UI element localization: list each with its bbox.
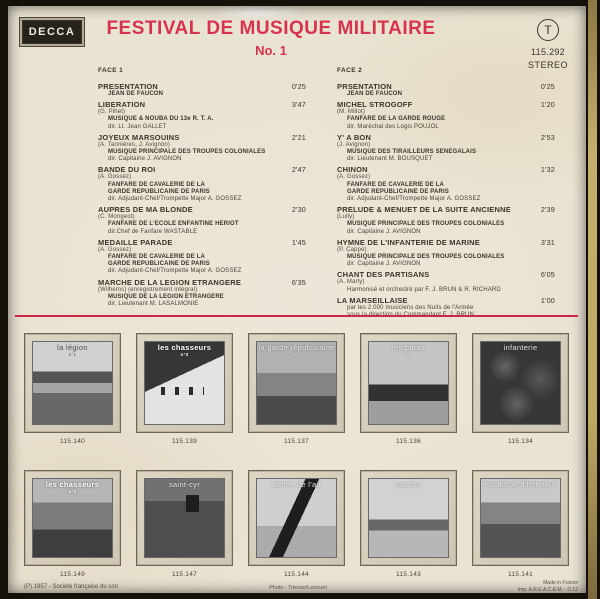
- track-detail-line: FANFARE DE CAVALERIE DE LA: [108, 181, 206, 188]
- thumbnail-catalog: 115.134: [507, 438, 534, 445]
- track-time: 2'53: [540, 132, 555, 142]
- thumbnail-catalog: 115.144: [283, 571, 310, 578]
- track-title: MEDAILLE PARADE: [98, 237, 173, 247]
- track-title: LA MARSEILLAISE: [337, 295, 408, 305]
- track-title: CHANT DES PARTISANS: [337, 270, 430, 280]
- track-detail-line: FANFARE DE CAVALERIE DE LA: [108, 254, 206, 261]
- track-detail-line: (M. Millot): [337, 109, 365, 116]
- track-detail-lines: [337, 247, 555, 269]
- face1-column: [98, 67, 306, 310]
- track-title: AUPRES DE MA BLONDE: [98, 205, 193, 215]
- track-detail-line: dir. Lieutenant M. LASALMONIE: [108, 301, 199, 308]
- track-detail-lines: [98, 109, 306, 131]
- track-time: 2'39: [540, 205, 555, 215]
- thumbnail-number: n°1: [292, 352, 301, 357]
- track-detail-line: dir. Maréchal des Logis POUJOL: [347, 123, 439, 130]
- album-title: FESTIVAL DE MUSIQUE MILITAIRE: [106, 18, 436, 39]
- thumbnail-frame: [360, 470, 457, 566]
- catalog-number: 115.292: [531, 47, 565, 57]
- track-detail-line: (A. Gossez): [98, 174, 132, 181]
- track-detail-line: dir. Adjudant-Chef/Trompette Major A. GOSSEZ: [347, 196, 481, 203]
- track-item: [337, 205, 555, 236]
- thumbnail-photo: [480, 341, 561, 425]
- thumbnail-photo: [144, 341, 225, 425]
- track-time: 2'21: [291, 132, 306, 142]
- catalog-block: [522, 19, 574, 70]
- track-detail-line: MUSIQUE PRINCIPALE DES TROUPES COLONIALES: [347, 221, 505, 228]
- track-time: 1'45: [291, 237, 306, 247]
- thumbnail-frame: [248, 333, 345, 433]
- track-detail-line: (A. Gossez): [337, 174, 371, 181]
- thumbnail-title-text: saint-cyr: [168, 480, 201, 489]
- sleeve-paper-edge: [588, 0, 597, 599]
- face2-column: [337, 67, 555, 321]
- thumbnail-number: n°1: [68, 352, 77, 357]
- footer-printer-line: Imp. A.R.E.A.C.E.M. - D.12: [517, 586, 578, 593]
- track-time: 0'25: [540, 82, 555, 91]
- thumbnail-title-text: infanterie: [503, 343, 538, 352]
- thumbnail-title: [33, 344, 112, 357]
- thumbnail-title: [257, 481, 336, 489]
- thumbnail-title: [481, 344, 560, 352]
- track-title: HYMNE DE L'INFANTERIE DE MARINE: [337, 237, 480, 247]
- thumbnail-title-text: armée de l'air: [271, 480, 322, 489]
- thumbnail-title: [257, 344, 336, 357]
- track-detail-lines: [337, 109, 555, 131]
- track-detail-line: (P. Cappe): [337, 246, 367, 253]
- footer-photo-credit: Photo : Triesse/Lezouet: [269, 585, 327, 591]
- thumbnail: [360, 333, 457, 445]
- track-detail-lines: [337, 174, 555, 203]
- thumbnail-photo: [256, 341, 337, 425]
- track-title: BANDE DU ROI: [98, 165, 156, 175]
- track-detail-line: dir. Capitaine J. AVIGNON: [108, 156, 182, 163]
- thumbnail-title: [369, 481, 448, 489]
- track-detail-line: dir. Adjudant-Chef/Trompette Major A. GOSSEZ: [108, 268, 242, 275]
- circled-t-icon: T: [537, 19, 559, 41]
- thumbnail-catalog: 115.137: [283, 438, 310, 445]
- thumbnail-photo: [368, 341, 449, 425]
- track-detail-line: GARDE REPUBLICAINE DE PARIS: [108, 261, 210, 268]
- thumbnail: [136, 333, 233, 445]
- thumbnail-photo: [256, 478, 337, 558]
- track-detail-line: dir.Chef de Fanfare WASTABLE: [108, 228, 198, 235]
- track-detail-line: MUSIQUE PRINCIPALE DES TROUPES COLONIALES: [108, 149, 266, 156]
- track-detail-lines: [98, 174, 306, 203]
- track-title: LIBERATION: [98, 100, 146, 110]
- thumbnail-number: n°2: [404, 352, 413, 357]
- track-detail-line: dir. Capitaine J. AVIGNON: [347, 261, 421, 268]
- track-detail-lines: [337, 214, 555, 236]
- track-list-face2: [337, 82, 555, 319]
- face1-label: FACE 1: [98, 67, 124, 74]
- decca-logo: [22, 20, 82, 44]
- track-detail-line: (A. Gossez): [98, 246, 132, 253]
- thumbnail-catalog: 115.140: [59, 438, 86, 445]
- thumbnail-photo: [32, 341, 113, 425]
- thumbnail-photo: [144, 478, 225, 558]
- thumbnail-frame: [24, 470, 121, 566]
- footer-copyright: (P) 1957 - Société française du son: [24, 584, 119, 590]
- track-title: CHINON: [337, 165, 368, 175]
- track-detail-line: (A. Marly): [337, 279, 365, 286]
- track-item: [98, 100, 306, 131]
- thumbnail-catalog: 115.149: [59, 571, 86, 578]
- track-detail-line: FANFARE DE L'ECOLE ENFANTINE HERIOT: [108, 221, 239, 228]
- track-time: 2'30: [291, 205, 306, 215]
- thumbnail-title-text: la légion: [57, 343, 88, 352]
- track-detail-line: GARDE REPUBLICAINE DE PARIS: [347, 188, 449, 195]
- track-detail-line: FANFARE DE CAVALERIE DE LA: [347, 181, 445, 188]
- track-detail-lines: [337, 91, 555, 98]
- thumbnail: [472, 333, 569, 445]
- thumbnail: [248, 333, 345, 445]
- red-divider-rule: [15, 315, 578, 317]
- thumbnail-title: [145, 481, 224, 489]
- track-detail-line: MUSIQUE PRINCIPALE DES TROUPES COLONIALES: [347, 254, 505, 261]
- track-detail-line: (A. Tannières, J. Avignon): [98, 141, 171, 148]
- track-detail-line: dir. Capitaine J. AVIGNON: [347, 228, 421, 235]
- thumbnail-title: [481, 481, 560, 489]
- track-detail-line: MUSIQUE DE LA LEGION ETRANGERE: [108, 293, 224, 300]
- track-item: [337, 165, 555, 203]
- decca-logo-text: DECCA: [28, 26, 76, 38]
- track-detail-lines: [337, 305, 555, 319]
- track-detail-lines: [98, 142, 306, 164]
- thumbnail-title: [369, 344, 448, 357]
- track-detail-lines: [98, 287, 306, 309]
- track-item: [98, 165, 306, 203]
- track-detail-lines: [337, 142, 555, 164]
- track-item: [337, 238, 555, 269]
- track-time: 1'00: [540, 295, 555, 305]
- track-list-face1: [98, 82, 306, 308]
- track-time: 1'32: [540, 165, 555, 175]
- thumbnail: [248, 470, 345, 578]
- stereo-label: STEREO: [527, 60, 568, 70]
- track-item: [337, 133, 555, 164]
- track-time: 3'31: [540, 237, 555, 247]
- track-detail-line: (C. Mongeot): [98, 214, 135, 221]
- thumbnail-photo: [480, 478, 561, 558]
- thumbnail-frame: [248, 470, 345, 566]
- track-detail-line: par les 2.000 musiciens des Nuits de l'Armée: [347, 304, 474, 311]
- thumbnail-catalog: 115.136: [395, 438, 422, 445]
- thumbnail-photo: [368, 478, 449, 558]
- track-time: 3'47: [291, 100, 306, 110]
- thumbnail: [136, 470, 233, 578]
- track-time: 2'47: [291, 165, 306, 175]
- album-subtitle: No. 1: [255, 43, 287, 58]
- track-time: 1'20: [540, 100, 555, 110]
- thumbnail-title-text: les chasseurs: [157, 343, 212, 352]
- thumbnail-title-text: la garde républicaine: [258, 343, 335, 352]
- track-detail-line: dir. Lieutenant M. BOUSQUET: [347, 156, 433, 163]
- header-title-block: [96, 18, 446, 58]
- thumbnail-title: [33, 481, 112, 494]
- thumbnail: [24, 470, 121, 578]
- track-detail-line: FANFARE DE LA GARDE ROUGE: [347, 116, 446, 123]
- record-sleeve-back: [8, 6, 586, 593]
- face2-label: FACE 2: [337, 67, 363, 74]
- track-detail-line: JEAN DE FAUCON: [108, 91, 164, 97]
- track-detail-line: (Lully): [337, 214, 355, 221]
- track-item: [98, 278, 306, 309]
- thumbnail-frame: [472, 470, 569, 566]
- thumbnail-title-text: escadron d'honneur: [484, 480, 557, 489]
- footer-made-in: [438, 580, 578, 593]
- track-detail-line: (J. Avignon): [337, 141, 371, 148]
- thumbnail-frame: [360, 333, 457, 433]
- thumbnail-title: [145, 344, 224, 357]
- thumbnail-title-text: les paras: [391, 343, 426, 352]
- thumbnail-frame: [24, 333, 121, 433]
- track-detail-line: (G. Pihet): [98, 109, 126, 116]
- track-detail-lines: [337, 279, 555, 293]
- thumbnail: [472, 470, 569, 578]
- track-detail-line: dir. Adjudant-Chef/Trompette Major A. GOSSEZ: [108, 196, 242, 203]
- track-detail-lines: [98, 91, 306, 98]
- thumbnail: [24, 333, 121, 445]
- track-detail-line: Harmonisé et orchestré par F. J. BRUN & R. RICHARD: [347, 286, 501, 293]
- track-item: [98, 238, 306, 276]
- track-title: PRESENTATION: [98, 82, 159, 91]
- track-item: [98, 133, 306, 164]
- track-time: 6'05: [540, 270, 555, 280]
- track-title: MARCHE DE LA LEGION ETRANGERE: [98, 277, 242, 287]
- track-title: Y' A BON: [337, 132, 372, 142]
- thumbnail-catalog: 115.141: [507, 571, 534, 578]
- thumbnail-title-text: saumur: [395, 480, 422, 489]
- track-time: 0'25: [291, 82, 306, 91]
- track-detail-line: (Wilhems) (enregistrement intégral): [98, 286, 198, 293]
- track-detail-line: JEAN DE FAUCON: [347, 91, 403, 97]
- track-title: PRSENTATION: [337, 82, 392, 91]
- track-detail-line: GARDE REPUBLICAINE DE PARIS: [108, 188, 210, 195]
- thumbnail-number: n°3: [180, 352, 189, 357]
- track-item: [98, 82, 306, 98]
- track-detail-lines: [98, 247, 306, 276]
- thumbnail-number: n°1: [68, 489, 77, 494]
- track-item: [337, 270, 555, 293]
- thumbnail-frame: [136, 333, 233, 433]
- track-detail-line: MUSIQUE & NOUBA DU 13e R. T. A.: [108, 116, 214, 123]
- track-title: JOYEUX MARSOUINS: [98, 132, 180, 142]
- track-title: PRELUDE & MENUET DE LA SUITE ANCIENNE: [337, 205, 511, 215]
- thumbnail-frame: [472, 333, 569, 433]
- track-detail-line: dir. Lt. Jean GALLET: [108, 123, 167, 130]
- track-item: [337, 82, 555, 98]
- thumbnail-catalog: 115.147: [171, 571, 198, 578]
- thumbnail-catalog: 115.139: [171, 438, 198, 445]
- track-detail-lines: [98, 214, 306, 236]
- thumbnail-photo: [32, 478, 113, 558]
- track-time: 6'35: [291, 277, 306, 287]
- track-title: MICHEL STROGOFF: [337, 100, 413, 110]
- track-item: [98, 205, 306, 236]
- footer-made-in-line: Made in France: [543, 580, 578, 586]
- track-detail-line: MUSIQUE DES TIRAILLEURS SENEGALAIS: [347, 149, 477, 156]
- thumbnail-title-text: les chasseurs: [45, 480, 100, 489]
- thumbnail-catalog: 115.143: [395, 571, 422, 578]
- thumbnail: [360, 470, 457, 578]
- track-item: [337, 100, 555, 131]
- thumbnail-frame: [136, 470, 233, 566]
